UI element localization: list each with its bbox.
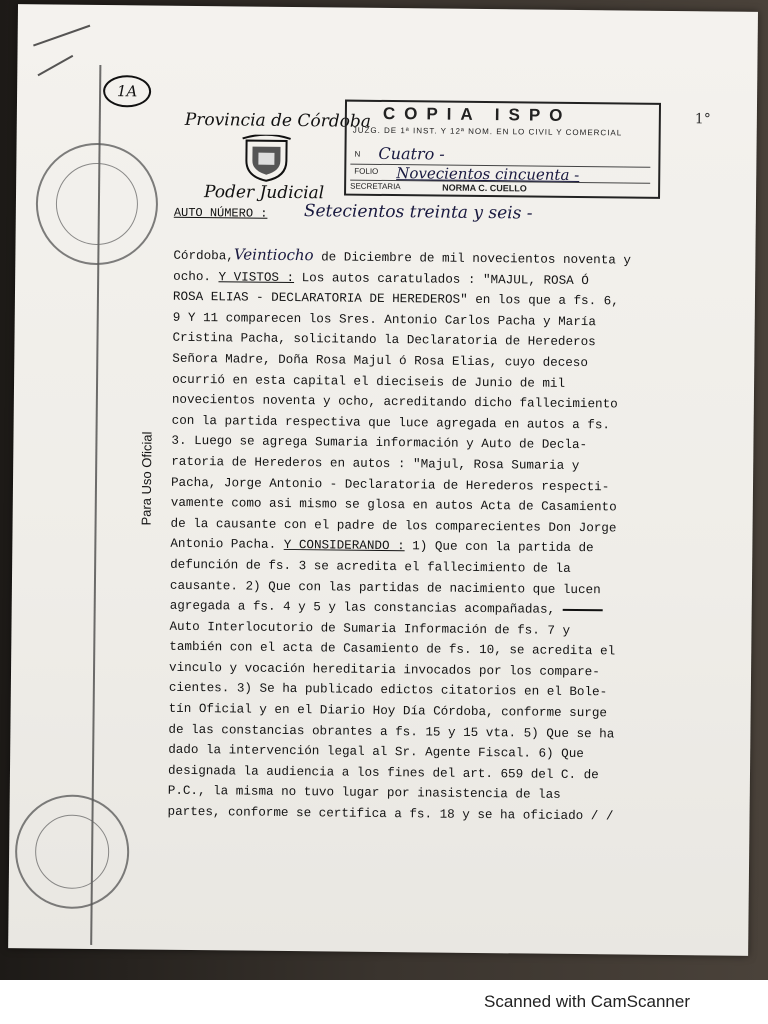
body-line: dado la intervención legal al Sr. Agente Fiscal. 6) Que: [168, 742, 584, 762]
body-line: Señora Madre, Doña Rosa Majul ó Rosa Elias, cuyo deceso: [172, 351, 589, 371]
stamp-folio-label: FOLIO: [354, 166, 379, 176]
body-line: Antonio Pacha. Y CONSIDERANDO : 1) Que con la partida de: [170, 537, 594, 556]
body-line: ROSA ELIAS - DECLARATORIA DE HEREDEROS" en los que a fs. 6,: [172, 289, 619, 309]
body-line: de las constancias obrantes a fs. 15 y 15 vta. 5) Que se ha: [168, 722, 615, 742]
copy-stamp: [344, 100, 661, 199]
body-line: defunción de fs. 3 se acredita el fallecimiento de la: [170, 557, 571, 576]
stamp-number-value: Cuatro -: [378, 143, 445, 164]
scanner-footer: [0, 980, 768, 1024]
body-line: también con el acta de Casamiento de fs. 10, se acredita el: [169, 640, 616, 659]
stamp-subline: JUZG. DE 1ª INST. Y 12ª NOM. EN LO CIVIL Y COMERCIAL: [352, 125, 623, 138]
body-line: novecientos noventa y ocho, acreditando dicho fallecimiento: [171, 392, 618, 412]
court-seal-icon: [15, 794, 130, 909]
considerando-heading: Y CONSIDERANDO :: [283, 538, 405, 554]
document-page: [8, 4, 758, 956]
body-line: tín Oficial y en el Diario Hoy Día Córdoba, conforme surge: [168, 701, 608, 721]
pen-mark: [37, 55, 73, 76]
corner-mark: 1°: [694, 111, 711, 128]
body-line: ratoria de Herederos en autos : "Majul, Rosa Sumaria y: [171, 454, 580, 473]
body-line: vinculo y vocación hereditaria invocados por los compare-: [169, 660, 600, 680]
body-line: con la partida respectiva que luce agregada en autos a fs.: [171, 413, 611, 433]
vistos-heading: Y VISTOS :: [218, 269, 295, 285]
body-line: ocurrió en esta capital el dieciseis de Junio de mil: [172, 372, 566, 391]
body-line: Pacha, Jorge Antonio - Declaratoria de Herederos respecti-: [170, 475, 610, 494]
body-line: designada la audiencia a los fines del art. 659 del C. de: [167, 763, 599, 783]
official-use-label: Para Uso Oficial: [138, 431, 155, 526]
dash-mark: [563, 609, 603, 611]
judicial-branch-title: Poder Judicial: [203, 182, 325, 204]
body-line: causante. 2) Que con las partidas de nacimiento que lucen: [169, 578, 601, 597]
body-line: partes, conforme se certifica a fs. 18 y se ha oficiado / /: [167, 804, 614, 824]
body-line: 3. Luego se agrega Sumaria información y Auto de Decla-: [171, 434, 588, 453]
body-line: vamente como asi mismo se glosa en autos Acta de Casamiento: [170, 495, 617, 515]
body-line: Auto Interlocutorio de Sumaria Información de fs. 7 y: [169, 619, 571, 638]
body-line: ocho. Y VISTOS : Los autos caratulados : "MAJUL, ROSA Ó: [173, 269, 589, 288]
body-line: cientes. 3) Se ha publicado edictos citatorios en el Bole-: [168, 681, 608, 700]
pen-mark: [33, 25, 90, 47]
stamp-folio-value: Novecientos cincuenta -: [396, 164, 580, 185]
auto-number-label: AUTO NÚMERO :: [173, 205, 268, 221]
stamp-heading: COPIA ISPO: [382, 103, 572, 125]
body-line: Córdoba,Veintiocho de Diciembre de mil novecientos noventa y: [173, 245, 632, 268]
body-line: 9 Y 11 comparecen los Sres. Antonio Carlos Pacha y María: [172, 310, 597, 329]
stamp-secretaria-label: SECRETARIA: [350, 181, 401, 192]
body-line: agregada a fs. 4 y 5 y las constancias acompañadas,: [170, 596, 710, 622]
stamp-number-label: N: [354, 149, 361, 159]
body-line: Cristina Pacha, solicitando la Declaratoria de Herederos: [172, 331, 596, 350]
stamp-signature: NORMA C. CUELLO: [442, 182, 527, 194]
court-seal-icon: [35, 142, 158, 265]
auto-number-value: Setecientos treinta y seis -: [303, 201, 533, 224]
folio-mark: 1A: [103, 75, 151, 108]
province-title: Provincia de Córdoba: [184, 109, 372, 132]
document-body: [167, 244, 713, 828]
body-line: de la causante con el padre de los comparecientes Don Jorge: [170, 516, 617, 536]
coat-of-arms-icon: [238, 134, 294, 183]
body-line: P.C., la misma no tuvo lugar por inasistencia de las: [167, 784, 561, 803]
scanner-watermark: Scanned with CamScanner: [483, 992, 690, 1011]
handwritten-day: Veintiocho: [233, 245, 314, 265]
